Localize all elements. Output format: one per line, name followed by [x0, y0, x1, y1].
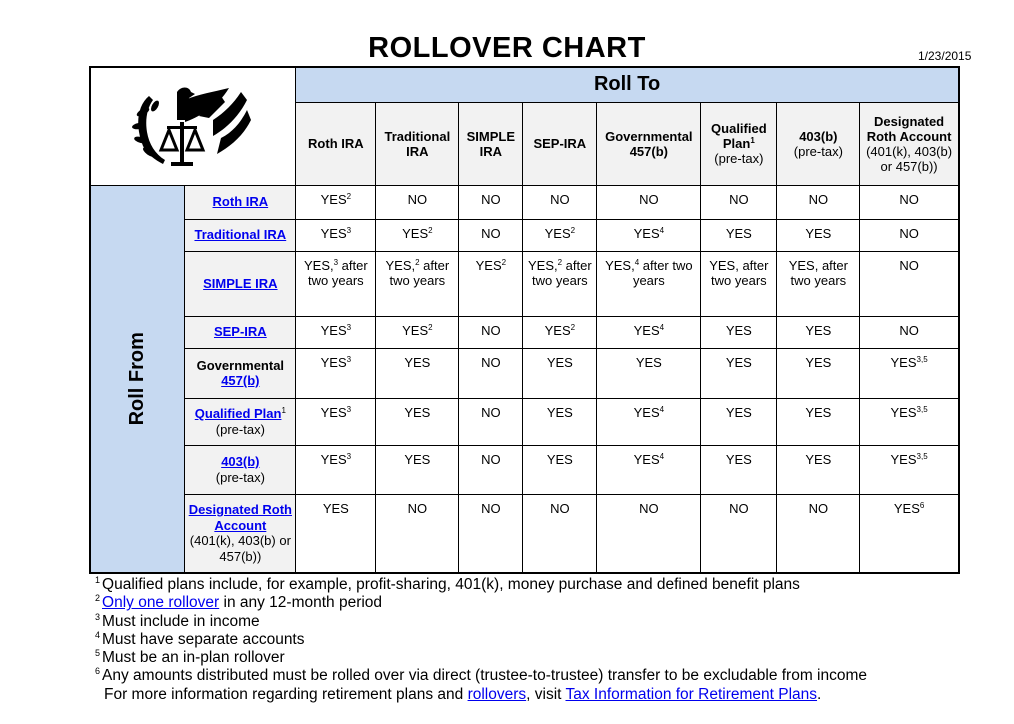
table-cell — [701, 494, 777, 573]
row-header-link[interactable]: 403(b) — [221, 454, 260, 469]
row-header-link[interactable]: SEP-IRA — [213, 324, 267, 340]
cell-value: NO — [407, 191, 428, 207]
footnote-ref: 3 — [346, 225, 352, 235]
cell-value: YES — [633, 322, 660, 338]
column-header-label: Traditional IRA — [384, 128, 451, 159]
table-cell — [701, 316, 777, 348]
cell-value: YES — [725, 225, 752, 241]
cell-value: YES — [320, 322, 347, 338]
table-cell — [459, 445, 523, 494]
table-cell — [860, 398, 959, 445]
table-cell — [701, 185, 777, 219]
cell-value: NO — [481, 322, 501, 338]
table-cell — [597, 219, 701, 251]
more-info-text: , visit — [526, 685, 566, 703]
footnote-ref: 4 — [95, 629, 101, 640]
cell-value: YES — [544, 225, 571, 241]
cell-value: YES, — [385, 257, 416, 273]
table-row — [90, 445, 959, 494]
table-row — [90, 494, 959, 573]
roll-from-header — [90, 185, 185, 573]
cell-value: YES, — [605, 257, 635, 273]
row-header — [185, 251, 296, 316]
cell-value: NO — [481, 451, 501, 467]
footnote-ref: 3 — [346, 354, 352, 364]
footnote — [95, 613, 867, 631]
footnote-text: Qualified plans include, for example, profit-sharing, 401(k), money purchase and defined benefit plans — [102, 576, 800, 593]
row-header-sub: (pre-tax) — [215, 469, 265, 485]
footnote-ref: 5 — [95, 648, 101, 659]
table-cell — [860, 494, 959, 573]
more-info-line — [95, 686, 867, 704]
column-header — [701, 102, 777, 185]
cell-value: YES — [475, 257, 502, 273]
table-cell — [523, 185, 597, 219]
cell-value: NO — [899, 322, 919, 338]
table-cell — [860, 185, 959, 219]
table-cell — [777, 316, 860, 348]
row-header-sub: (401(k), 403(b) or 457(b)) — [189, 533, 291, 564]
column-header-label: Roth IRA — [308, 136, 364, 151]
table-cell — [523, 398, 597, 445]
more-info-text: . — [817, 685, 822, 703]
table-cell — [777, 494, 860, 573]
cell-value: YES — [404, 451, 431, 467]
cell-value: YES — [725, 354, 752, 370]
table-cell — [597, 185, 701, 219]
table-cell — [777, 445, 860, 494]
cell-value-note: after two years — [389, 257, 450, 288]
table-cell — [523, 445, 597, 494]
cell-value: YES — [322, 500, 349, 516]
footnote-ref: 2 — [415, 257, 420, 267]
roll-to-header: Roll To — [296, 67, 959, 102]
rollover-table — [89, 66, 960, 574]
table-cell — [860, 219, 959, 251]
table-cell — [597, 398, 701, 445]
cell-value-note: after two years — [632, 257, 693, 288]
cell-value: NO — [639, 191, 659, 207]
table-cell — [296, 398, 376, 445]
table-row — [90, 398, 959, 445]
table-row — [90, 185, 959, 219]
cell-value: NO — [899, 191, 919, 207]
document-date: 1/23/2015 — [918, 49, 972, 63]
footnote-ref: 2 — [570, 322, 576, 332]
table-cell — [597, 494, 701, 573]
cell-value: YES — [320, 191, 347, 207]
table-cell — [376, 494, 459, 573]
cell-value: YES — [320, 354, 347, 370]
footnote-ref: 4 — [659, 225, 665, 235]
table-cell — [701, 445, 777, 494]
cell-value: NO — [407, 500, 428, 516]
cell-value: NO — [481, 500, 501, 516]
table-cell — [523, 494, 597, 573]
row-header — [185, 445, 296, 494]
tax-info-retirement-plans-link[interactable]: Tax Information for Retirement Plans — [565, 685, 818, 703]
cell-value: YES — [805, 404, 832, 420]
cell-value: NO — [808, 500, 829, 516]
footnote-ref: 3 — [95, 611, 101, 622]
cell-value: NO — [550, 191, 570, 207]
table-cell — [701, 348, 777, 398]
cell-value: YES — [805, 451, 832, 467]
row-header-link[interactable]: Roth IRA — [212, 194, 269, 210]
footnote — [95, 576, 867, 594]
cell-value: NO — [899, 257, 919, 273]
table-cell — [523, 251, 597, 316]
table-cell — [296, 494, 376, 573]
footnote — [95, 594, 867, 612]
column-header — [459, 102, 523, 185]
footnotes — [95, 576, 867, 704]
column-header-label: Designated Roth Account — [866, 113, 952, 144]
cell-value: YES — [320, 225, 347, 241]
cell-value: YES, — [527, 257, 558, 273]
row-header-link[interactable]: Designated Roth Account — [188, 502, 292, 533]
cell-value: YES, after two years — [709, 257, 769, 288]
row-header — [185, 398, 296, 445]
cell-value: YES — [633, 404, 660, 420]
table-cell — [296, 445, 376, 494]
table-cell — [296, 348, 376, 398]
table-cell — [701, 251, 777, 316]
table-cell — [376, 445, 459, 494]
cell-value: YES — [725, 322, 752, 338]
footnote-ref: 4 — [659, 451, 665, 461]
table-cell — [860, 316, 959, 348]
footnote-ref: 1 — [95, 575, 101, 585]
footnote-ref: 1 — [750, 136, 755, 145]
table-cell — [523, 219, 597, 251]
cell-value: NO — [481, 354, 501, 370]
table-row — [90, 348, 959, 398]
row-header — [185, 316, 296, 348]
footnote-text: Must have separate accounts — [102, 630, 305, 648]
column-header-sub: (pre-tax) — [714, 151, 764, 166]
footnote-ref: 2 — [428, 322, 433, 332]
cell-value: YES, after two years — [788, 257, 848, 288]
cell-value: YES — [890, 354, 917, 370]
row-header-link[interactable]: Qualified Plan — [194, 406, 282, 421]
cell-value-note: after two years — [308, 257, 368, 288]
cell-value: YES — [633, 225, 660, 241]
table-cell — [860, 348, 959, 398]
row-header-sub: (pre-tax) — [215, 421, 265, 437]
irs-eagle-logo-icon — [129, 76, 257, 176]
table-cell — [860, 445, 959, 494]
cell-value: NO — [729, 500, 749, 516]
footnote-ref: 2 — [570, 225, 576, 235]
cell-value: YES — [546, 451, 573, 467]
table-cell — [777, 219, 860, 251]
table-cell — [459, 251, 523, 316]
cell-value: YES — [890, 451, 917, 467]
row-header — [185, 185, 296, 219]
row-header-link[interactable]: SIMPLE IRA — [203, 275, 278, 291]
column-header-sub: (pre-tax) — [793, 143, 843, 159]
footnote-ref: 4 — [634, 257, 640, 267]
table-cell — [376, 348, 459, 398]
cell-value: YES — [404, 404, 431, 420]
cell-value-note: after two years — [532, 257, 592, 288]
table-cell — [777, 398, 860, 445]
header-row-roll-to — [90, 67, 959, 102]
cell-value: YES — [546, 404, 573, 420]
table-cell — [296, 316, 376, 348]
footnote-ref: 2 — [501, 257, 507, 267]
column-header — [597, 102, 701, 185]
footnote — [95, 649, 867, 667]
footnote-ref: 3 — [346, 451, 352, 461]
table-cell — [296, 185, 376, 219]
table-cell — [777, 185, 860, 219]
row-header-link[interactable]: 457(b) — [221, 373, 260, 388]
cell-value: NO — [550, 500, 570, 516]
table-cell — [777, 251, 860, 316]
cell-value: YES — [544, 322, 571, 338]
table-cell — [459, 348, 523, 398]
page-title: ROLLOVER CHART — [368, 32, 646, 64]
cell-value: NO — [808, 191, 829, 207]
cell-value: NO — [481, 404, 501, 420]
cell-value: YES — [725, 404, 752, 420]
cell-value: YES — [402, 225, 429, 241]
logo-cell — [90, 67, 296, 185]
table-cell — [376, 316, 459, 348]
column-header — [523, 102, 597, 185]
table-cell — [701, 398, 777, 445]
column-header-sub: (401(k), 403(b) or 457(b)) — [866, 143, 953, 174]
table-cell — [376, 398, 459, 445]
cell-value: YES — [404, 354, 431, 370]
column-header — [777, 102, 860, 185]
footnote-ref: 3,5 — [916, 404, 928, 414]
table-cell — [459, 398, 523, 445]
footnote-ref: 4 — [659, 322, 665, 332]
table-cell — [459, 185, 523, 219]
row-header — [185, 348, 296, 398]
footnote-ref: 6 — [919, 500, 925, 510]
footnote-ref: 3,5 — [916, 354, 928, 364]
table-cell — [597, 445, 701, 494]
footnote-ref: 3 — [346, 404, 352, 414]
cell-value: YES — [546, 354, 573, 370]
footnote-ref: 2 — [346, 191, 352, 201]
footnote-text: in any 12-month period — [219, 594, 383, 612]
cell-value: YES — [805, 354, 832, 370]
table-cell — [701, 219, 777, 251]
cell-value: YES — [893, 500, 920, 516]
table-cell — [376, 251, 459, 316]
column-header-label: 403(b) — [799, 128, 838, 144]
footnote-text: Must include in income — [102, 612, 260, 630]
footnote-ref: 2 — [95, 593, 101, 604]
footnote-ref: 3 — [346, 322, 352, 332]
table-cell — [777, 348, 860, 398]
table-row — [90, 316, 959, 348]
column-header — [296, 102, 376, 185]
cell-value: NO — [899, 225, 919, 241]
table-row — [90, 251, 959, 316]
table-cell — [376, 185, 459, 219]
cell-value: YES — [320, 451, 347, 467]
row-header — [185, 219, 296, 251]
rollovers-link[interactable]: rollovers — [467, 685, 527, 703]
footnote-ref: 2 — [428, 225, 433, 235]
table-cell — [597, 316, 701, 348]
cell-value: YES — [635, 354, 662, 370]
footnote-ref: 3 — [333, 257, 339, 267]
cell-value: YES — [890, 404, 917, 420]
cell-value: NO — [481, 191, 501, 207]
cell-value: YES — [320, 404, 347, 420]
footnote-ref: 2 — [557, 257, 563, 267]
footnote-text: Must be an in-plan rollover — [102, 649, 285, 667]
table-cell — [376, 219, 459, 251]
row-header-label: Governmental — [196, 357, 285, 373]
table-cell — [459, 316, 523, 348]
footnote-link[interactable]: Only one rollover — [102, 594, 220, 612]
table-cell — [597, 348, 701, 398]
column-header-label: SIMPLE IRA — [466, 128, 516, 159]
column-header-label: SEP-IRA — [533, 136, 587, 151]
footnote-text: Any amounts distributed must be rolled over via direct (trustee-to-trustee) transfer to be excludable from income — [102, 667, 868, 685]
table-cell — [296, 251, 376, 316]
table-cell — [523, 348, 597, 398]
cell-value: NO — [481, 225, 501, 241]
more-info-text: For more information regarding retirement plans and — [104, 685, 468, 703]
cell-value: YES — [633, 451, 660, 467]
cell-value: YES, — [303, 257, 334, 273]
table-cell — [860, 251, 959, 316]
footnote-ref: 6 — [95, 666, 101, 677]
footnote-ref: 1 — [281, 406, 286, 415]
column-header-label: Governmental 457(b) — [605, 128, 693, 159]
footnote — [95, 667, 867, 685]
table-cell — [459, 219, 523, 251]
row-header — [185, 494, 296, 573]
column-header-label: Qualified Plan — [711, 121, 767, 151]
table-cell — [296, 219, 376, 251]
cell-value: NO — [729, 191, 749, 207]
footnote — [95, 631, 867, 649]
roll-from-label: Roll From — [125, 331, 148, 425]
cell-value: NO — [639, 500, 659, 516]
table-row — [90, 219, 959, 251]
footnote-ref: 3,5 — [916, 451, 928, 461]
table-cell — [597, 251, 701, 316]
column-header — [376, 102, 459, 185]
table-cell — [523, 316, 597, 348]
table-cell — [459, 494, 523, 573]
cell-value: YES — [805, 322, 832, 338]
cell-value: YES — [725, 451, 752, 467]
cell-value: YES — [402, 322, 429, 338]
cell-value: YES — [805, 225, 832, 241]
footnote-ref: 4 — [659, 404, 665, 414]
column-header — [860, 102, 959, 185]
row-header-link[interactable]: Traditional IRA — [194, 227, 287, 243]
